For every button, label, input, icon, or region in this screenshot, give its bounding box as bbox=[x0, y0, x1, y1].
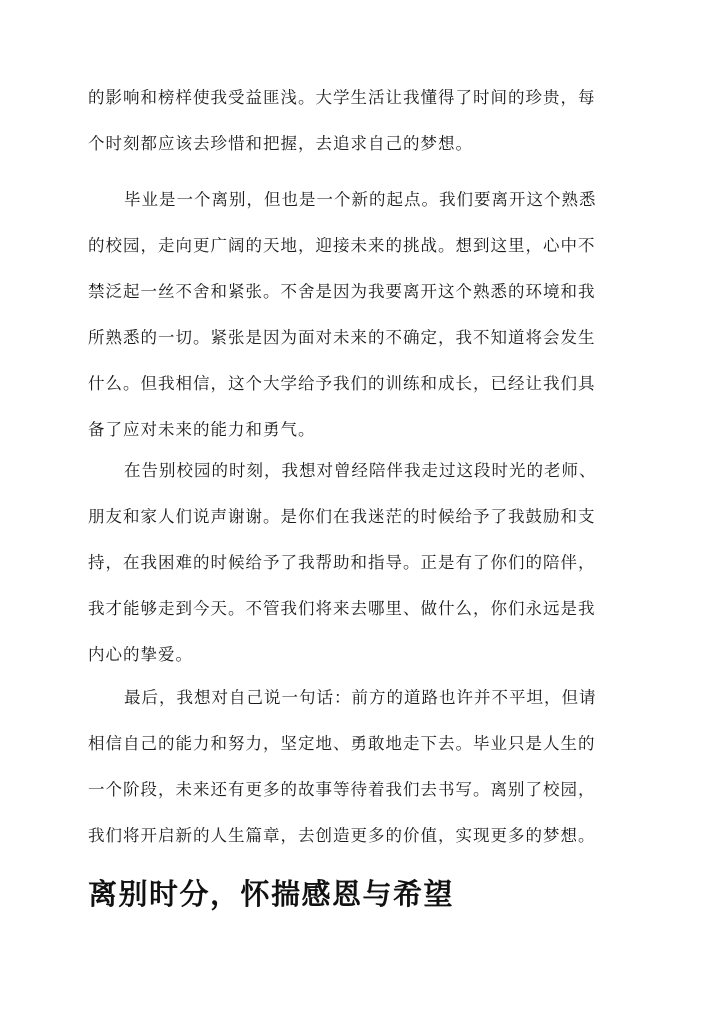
paragraph-line: 持，在我困难的时候给予了我帮助和指导。正是有了你们的陪伴， bbox=[88, 553, 596, 572]
paragraph-line: 备了应对未来的能力和勇气。 bbox=[88, 420, 316, 439]
paragraph-2 bbox=[88, 177, 636, 453]
paragraph-line: 个时刻都应该去珍惜和把握，去追求自己的梦想。 bbox=[88, 134, 473, 153]
paragraph-line: 相信自己的能力和努力，坚定地、勇敢地走下去。毕业只是人生的 bbox=[88, 734, 596, 753]
paragraph-line: 所熟悉的一切。紧张是因为面对未来的不确定，我不知道将会发生 bbox=[88, 328, 596, 347]
paragraph-4 bbox=[88, 675, 636, 859]
paragraph-line: 的影响和榜样使我受益匪浅。大学生活让我懂得了时间的珍贵，每 bbox=[88, 88, 596, 107]
paragraph-line: 毕业是一个离别，但也是一个新的起点。我们要离开这个熟悉 bbox=[124, 190, 597, 209]
paragraph-3 bbox=[88, 448, 636, 678]
paragraph-1 bbox=[88, 75, 636, 167]
paragraph-line: 的校园，走向更广阔的天地，迎接未来的挑战。想到这里，心中不 bbox=[88, 236, 596, 255]
paragraph-line: 我才能够走到今天。不管我们将来去哪里、做什么，你们永远是我 bbox=[88, 599, 596, 618]
paragraph-line: 在告别校园的时刻，我想对曾经陪伴我走过这段时光的老师、 bbox=[124, 461, 597, 480]
paragraph-line: 一个阶段，未来还有更多的故事等待着我们去书写。离别了校园， bbox=[88, 780, 596, 799]
paragraph-line: 朋友和家人们说声谢谢。是你们在我迷茫的时候给予了我鼓励和支 bbox=[88, 507, 596, 526]
section-heading: 离别时分，怀揣感恩与希望 bbox=[88, 877, 455, 911]
paragraph-line: 我们将开启新的人生篇章，去创造更多的价值，实现更多的梦想。 bbox=[88, 826, 596, 845]
paragraph-line: 内心的挚爱。 bbox=[88, 645, 193, 664]
paragraph-line: 最后，我想对自己说一句话：前方的道路也许并不平坦，但请 bbox=[124, 688, 597, 707]
paragraph-line: 禁泛起一丝不舍和紧张。不舍是因为我要离开这个熟悉的环境和我 bbox=[88, 282, 596, 301]
paragraph-line: 什么。但我相信，这个大学给予我们的训练和成长，已经让我们具 bbox=[88, 374, 596, 393]
